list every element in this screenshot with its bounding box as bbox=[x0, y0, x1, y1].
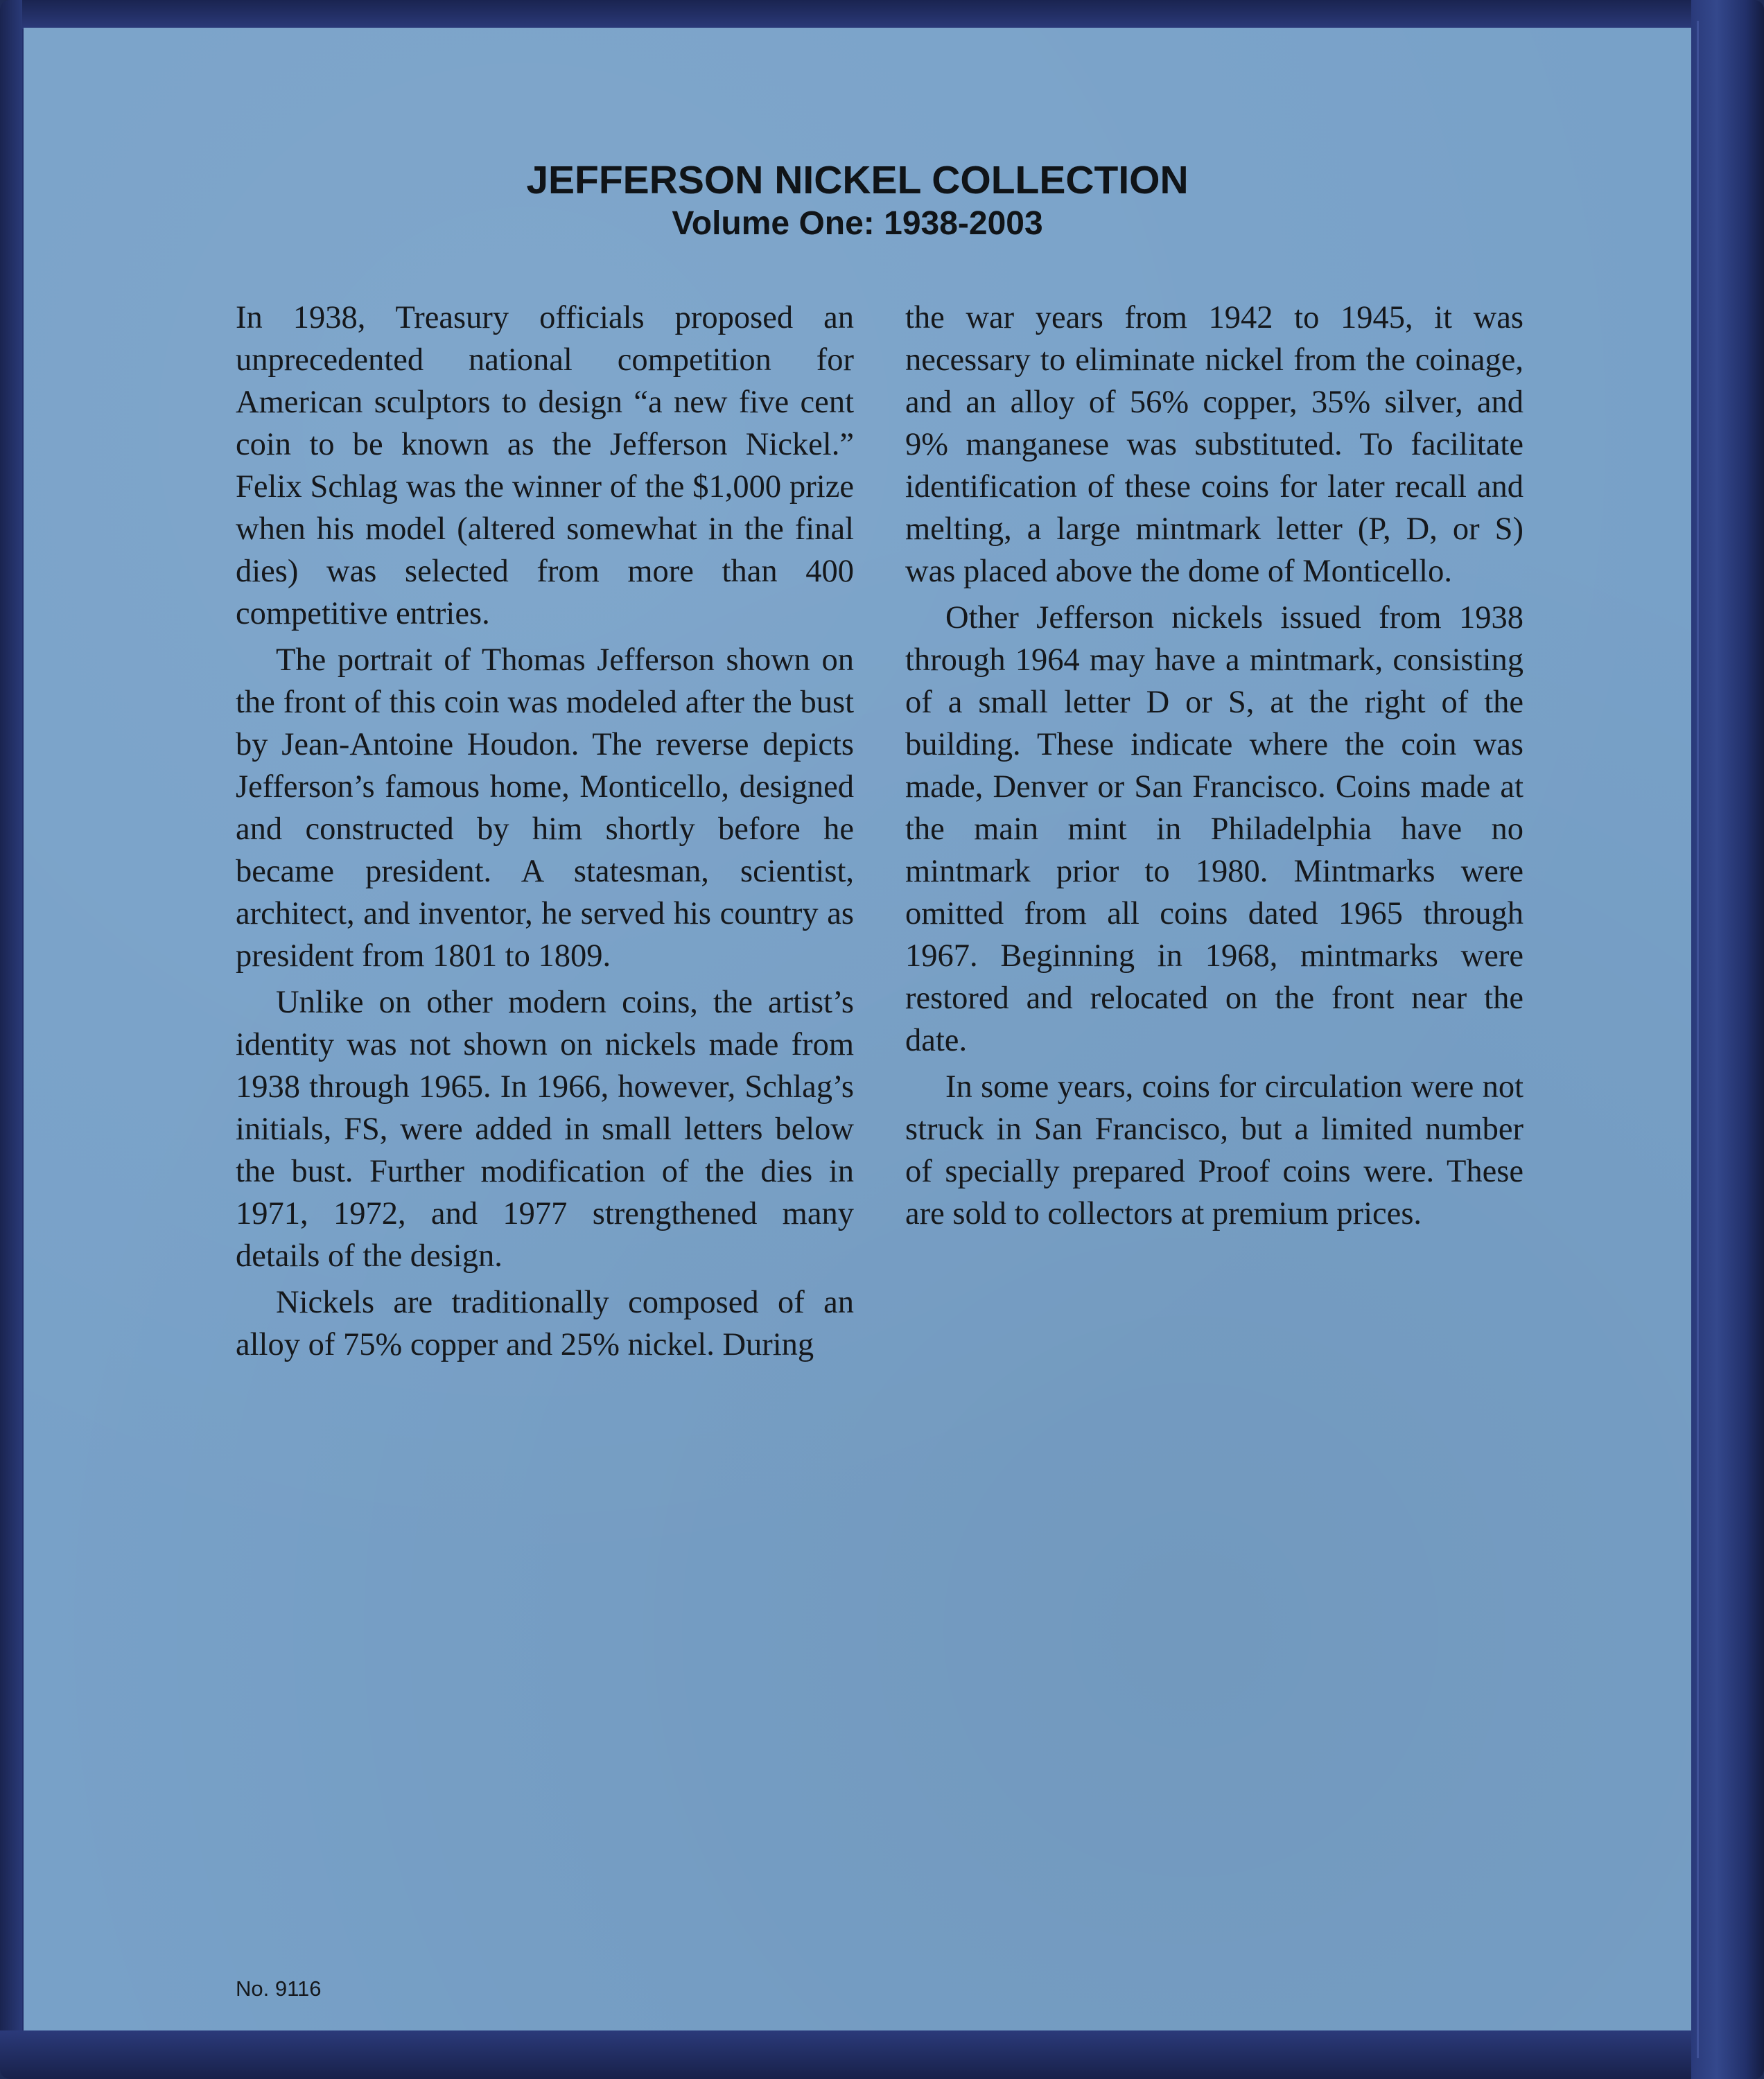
collection-title: JEFFERSON NICKEL COLLECTION bbox=[526, 158, 1189, 202]
right-text-column bbox=[905, 297, 1523, 1239]
cover-edge-top bbox=[0, 0, 1764, 29]
catalog-number: No. 9116 bbox=[236, 1976, 322, 2001]
paragraph: Nickels are traditionally composed of an alloy of 75% copper and 25% nickel. During bbox=[236, 1285, 854, 1362]
spine-hinge-line bbox=[1697, 21, 1699, 2058]
paragraph: In some years, coins for circulation were not struck in San Francisco, but a limited number of specially prepared Proof coins were. These are sold to collectors at premium prices. bbox=[905, 1069, 1523, 1231]
cover-panel bbox=[24, 28, 1691, 2030]
paragraph: In 1938, Treasury officials proposed an unprecedented national competition for American sculptors to design “a new five cent coin to be known as the Jefferson Nickel.” Felix Schlag was the winner of the $1,000 prize when his model (altered somewhat in the final dies) was selected from more than 400 competitive entries. bbox=[236, 300, 854, 631]
cover-edge-left bbox=[0, 0, 22, 2079]
paragraph: Other Jefferson nickels issued from 1938 through 1964 may have a mintmark, consisting of a small letter D or S, at the right of the building. These indicate where the coin was made, Denver or San Francisco. Coins made at the main mint in Philadelphia have no mintmark prior to 1980. Mintmarks were omitted from all coins dated 1965 through 1967. Beginning in 1968, mintmarks were restored and relocated on the front near the date. bbox=[905, 600, 1523, 1058]
volume-subtitle: Volume One: 1938-2003 bbox=[672, 205, 1043, 242]
heading-block bbox=[24, 157, 1691, 244]
book-spine bbox=[1691, 0, 1764, 2079]
paragraph: the war years from 1942 to 1945, it was necessary to eliminate nickel from the coinage, and an alloy of 56% copper, 35% silver, and 9% manganese was substituted. To facilitate identification of these coins for later recall and melting, a large mintmark letter (P, D, or S) was placed above the dome of Monticello. bbox=[905, 300, 1523, 589]
paragraph: Unlike on other modern coins, the artist’s identity was not shown on nickels made from 1938 through 1965. In 1966, however, Schlag’s initials, FS, were added in small letters below the bust. Further modification of the dies in 1971, 1972, and 1977 strengthened many details of the design. bbox=[236, 985, 854, 1274]
left-text-column bbox=[236, 297, 854, 1370]
cover-edge-bottom bbox=[0, 2030, 1764, 2079]
paragraph: The portrait of Thomas Jefferson shown on the front of this coin was modeled after the bust by Jean-Antoine Houdon. The reverse depicts Jefferson’s famous home, Monticello, designed and constructed by him shortly before he became president. A statesman, scientist, architect, and inventor, he served his country as president from 1801 to 1809. bbox=[236, 642, 854, 974]
